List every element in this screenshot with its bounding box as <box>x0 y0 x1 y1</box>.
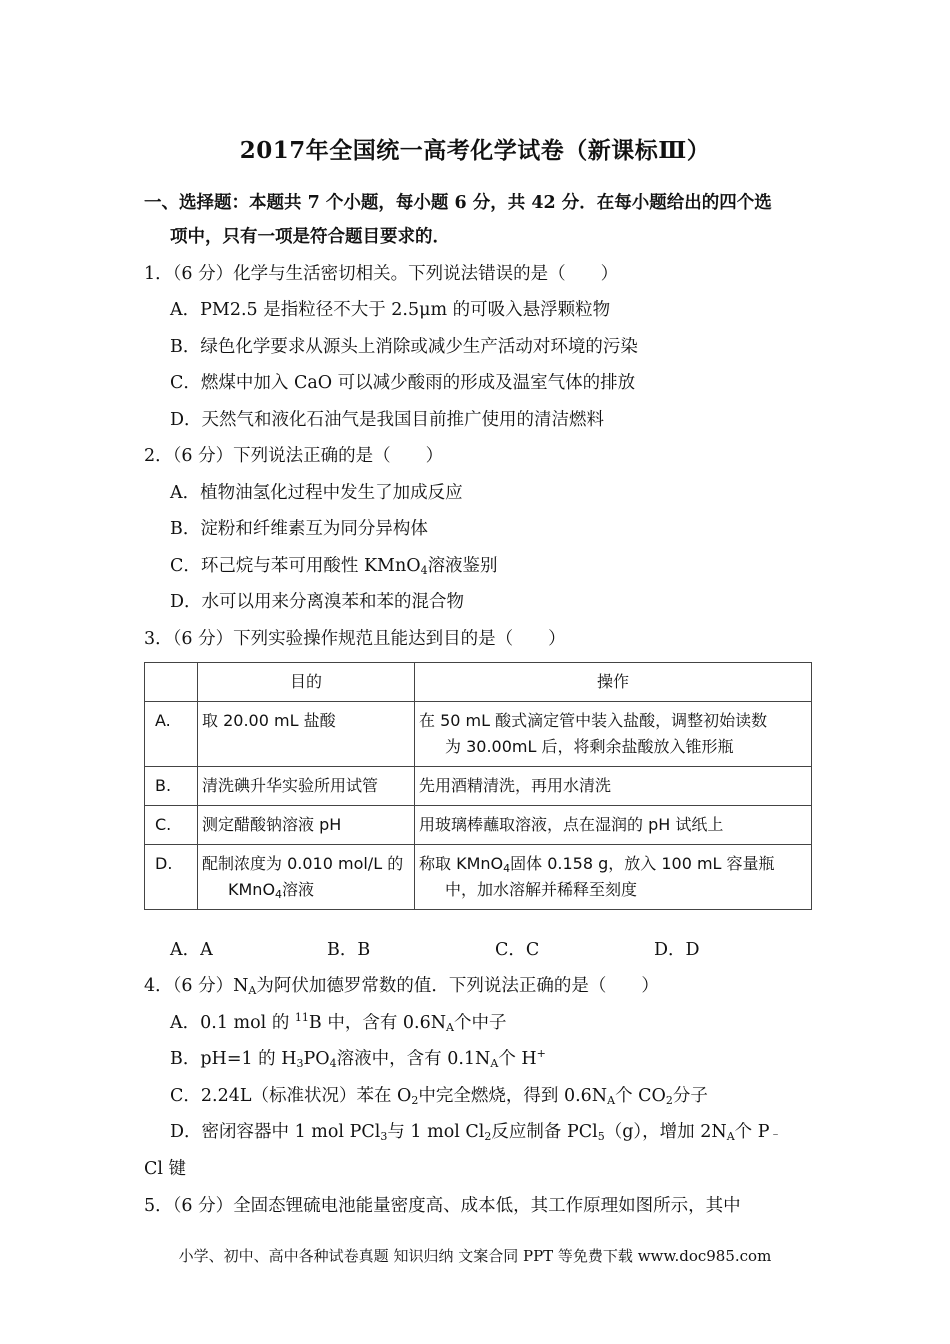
table-row-a: A. 取 20.00 mL 盐酸 在 50 mL 酸式滴定管中装入盐酸，调整初始读数 为 30.00mL 后，将剩余盐酸放入锥形瓶 <box>145 702 812 767</box>
q3-choice-b: B．B <box>327 940 371 960</box>
q3-choice-a: A．A <box>170 940 213 960</box>
q1-stem: 1．（6 分）化学与生活密切相关。下列说法错误的是（ ） <box>144 264 619 284</box>
q2-option-b: B．淀粉和纤维素互为同分异构体 <box>170 519 428 539</box>
page-title: 2017年全国统一高考化学试卷（新课标Ⅲ） <box>239 137 711 164</box>
q4-stem: 4．（6 分）$N_A$为阿伏加德罗常数的值．下列说法正确的是（ ） <box>144 976 659 997</box>
header-operation: 操作 <box>415 663 812 702</box>
q4-option-d-continued: Cl 键 <box>144 1159 187 1179</box>
q1-option-a: A．PM2.5 是指粒径不大于 2.5μm 的可吸入悬浮颗粒物 <box>170 300 611 320</box>
q5-stem: 5．（6 分）全固态锂硫电池能量密度高、成本低，其工作原理如图所示，其中 <box>144 1196 741 1216</box>
q3-stem: 3．（6 分）下列实验操作规范且能达到目的是（ ） <box>144 629 566 649</box>
q2-stem: 2．（6 分）下列说法正确的是（ ） <box>144 446 444 466</box>
q1-option-d: D．天然气和液化石油气是我国目前推广使用的清洁燃料 <box>170 410 605 430</box>
page-footer: 小学、初中、高中各种试卷真题 知识归纳 文案合同 PPT 等免费下载 www.doc985.com <box>178 1247 772 1265</box>
table-row-b: B. 清洗碘升华实验所用试管 先用酒精清洗，再用水清洗 <box>145 767 812 806</box>
section-line-1: 一、选择题：本题共 7 个小题，每小题 6 分，共 42 分．在每小题给出的四个选 <box>144 193 772 213</box>
q3-choice-c: C．C <box>495 940 540 960</box>
table-row-d: D. 配制浓度为 0.010 mol/L 的 KMnO$_4$溶液 称取 KMnO$_4$固体 0.158 g，放入 100 mL 容量瓶 中，加水溶解并稀释至刻度 <box>145 845 812 910</box>
section-heading <box>144 186 812 254</box>
q1-option-b: B．绿色化学要求从源头上消除或减少生产活动对环境的污染 <box>170 337 638 357</box>
q3-experiment-table <box>144 662 812 910</box>
q4-option-a: A．0.1 mol 的 $^{11}$B 中，含有 $0.6N_A$个中子 <box>170 1011 507 1034</box>
section-line-2: 项中，只有一项是符合题目要求的． <box>170 227 450 247</box>
q4-option-d: D．密闭容器中 1 mol PCl$_3$与 1 mol $Cl_2$反应制备 PCl$_5$（g），增加 $2N_A$个 P﹣ <box>170 1122 782 1143</box>
q4-option-c: C．2.24L（标准状况）苯在 $O_2$中完全燃烧，得到 $0.6N_A$个 $CO_2$分子 <box>170 1086 708 1107</box>
q1-option-c: C．燃煤中加入 CaO 可以减少酸雨的形成及温室气体的排放 <box>170 373 636 393</box>
header-purpose: 目的 <box>198 663 415 702</box>
q4-option-b: B．pH=1 的 $H_3PO_4$溶液中，含有 $0.1N_A$个 H+ <box>170 1047 546 1070</box>
q2-option-c: C．环己烷与苯可用酸性 KMnO$_4$溶液鉴别 <box>170 556 498 577</box>
table-row-c: C. 测定醋酸钠溶液 pH 用玻璃棒蘸取溶液，点在湿润的 pH 试纸上 <box>145 806 812 845</box>
q2-option-d: D．水可以用来分离溴苯和苯的混合物 <box>170 592 465 612</box>
q3-choice-d: D．D <box>654 940 700 960</box>
table-header-row <box>145 663 812 702</box>
q2-option-a: A．植物油氢化过程中发生了加成反应 <box>170 483 463 503</box>
